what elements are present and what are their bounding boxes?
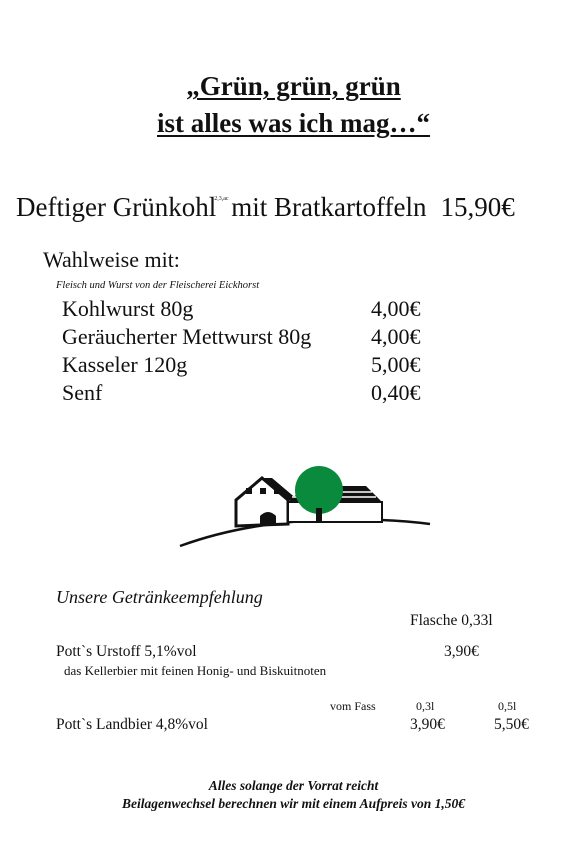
menu-title-line-2: ist alles was ich mag…“ bbox=[157, 108, 430, 138]
tree-crown-shape bbox=[295, 466, 343, 514]
side-item-price: 4,00€ bbox=[371, 324, 421, 349]
tap-label: vom Fass bbox=[330, 699, 376, 713]
main-dish-name-part-1: Deftiger Grünkohl bbox=[16, 192, 217, 222]
drinks-heading: Unsere Getränkeempfehlung bbox=[56, 587, 263, 607]
allergen-note: 2,3,ac bbox=[214, 196, 229, 202]
house-window-shape bbox=[246, 488, 252, 494]
side-item-price: 5,00€ bbox=[371, 352, 421, 377]
side-item-name: Kohlwurst 80g bbox=[62, 296, 194, 321]
house-window-shape bbox=[274, 488, 280, 494]
farmhouse-tree-logo bbox=[176, 462, 436, 554]
tap-size-small: 0,3l bbox=[416, 699, 435, 713]
footer-note-1: Alles solange der Vorrat reicht bbox=[208, 778, 379, 793]
main-dish-name-part-2: mit Bratkartoffeln bbox=[231, 192, 427, 222]
tree-trunk-shape bbox=[316, 508, 322, 522]
urstoff-description: das Kellerbier mit feinen Honig- und Biskuitnoten bbox=[64, 663, 327, 678]
urstoff-name: Pott`s Urstoff 5,1%vol bbox=[56, 643, 197, 660]
side-item-price: 0,40€ bbox=[371, 380, 421, 405]
side-item-name: Geräucherter Mettwurst 80g bbox=[62, 324, 312, 349]
tap-size-large: 0,5l bbox=[498, 699, 517, 713]
landbier-price-large: 5,50€ bbox=[494, 716, 529, 733]
side-item-name: Senf bbox=[62, 380, 103, 405]
side-item-price: 4,00€ bbox=[371, 296, 421, 321]
urstoff-price: 3,90€ bbox=[444, 643, 479, 660]
butcher-note: Fleisch und Wurst von der Fleischerei Eickhorst bbox=[56, 280, 260, 291]
footer-note-2: Beilagenwechsel berechnen wir mit einem Aufpreis von 1,50€ bbox=[122, 796, 465, 811]
landbier-name: Pott`s Landbier 4,8%vol bbox=[56, 716, 208, 733]
main-dish-line bbox=[16, 183, 515, 223]
bottle-size-header: Flasche 0,33l bbox=[410, 612, 493, 629]
house-window-shape bbox=[260, 488, 266, 494]
main-dish-price: 15,90€ bbox=[440, 192, 515, 222]
options-heading: Wahlweise mit: bbox=[43, 247, 180, 272]
ground-line-shape bbox=[180, 520, 430, 547]
landbier-price-small: 3,90€ bbox=[410, 716, 445, 733]
side-item-name: Kasseler 120g bbox=[62, 352, 188, 377]
menu-title-line-1: „Grün, grün, grün bbox=[186, 71, 401, 101]
